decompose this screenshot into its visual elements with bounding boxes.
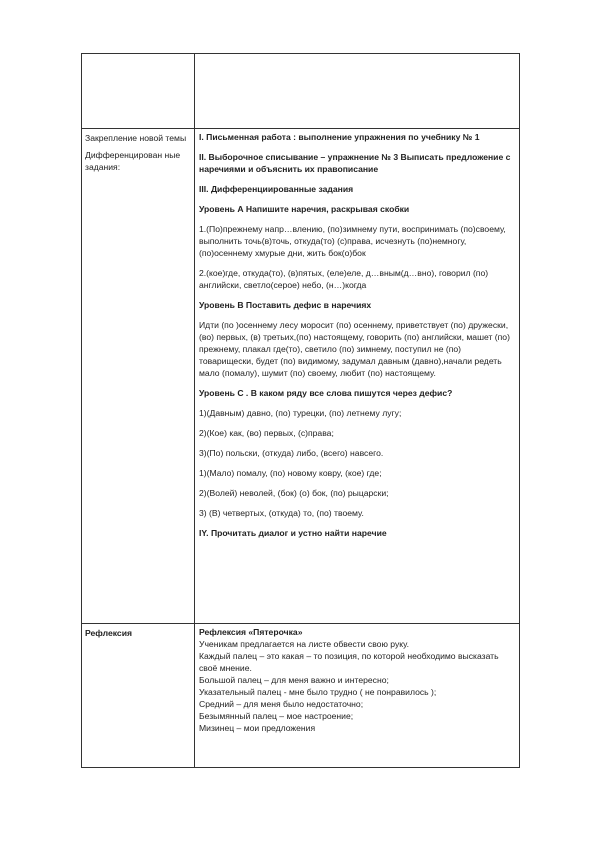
table-row bbox=[82, 624, 520, 768]
task-heading: Уровень С . В каком ряду все слова пишутся через дефис? bbox=[199, 388, 453, 398]
reflection-lines bbox=[199, 638, 516, 734]
tasks-cell bbox=[195, 129, 520, 624]
section-label-cell bbox=[82, 624, 195, 768]
section-label: Рефлексия bbox=[85, 628, 132, 638]
empty-cell bbox=[195, 54, 520, 129]
reflection-line: Ученикам предлагается на листе обвести свою руку. bbox=[199, 639, 409, 649]
reflection-line: Указательный палец - мне было трудно ( не понравилось ); bbox=[199, 687, 437, 697]
reflection-line: Мизинец – мои предложения bbox=[199, 723, 316, 733]
task-text: 2)(Волей) неволей, (бок) (о) бок, (по) рыцарски; bbox=[199, 488, 389, 498]
task-heading: Уровень В Поставить дефис в наречиях bbox=[199, 300, 372, 310]
task-text: 1)(Мало) помалу, (по) новому ковру, (кое) где; bbox=[199, 468, 382, 478]
reflection-cell bbox=[195, 624, 520, 768]
task-heading: I. Письменная работа : выполнение упражнения по учебнику № 1 bbox=[199, 132, 480, 142]
empty-cell bbox=[82, 54, 195, 129]
section-label: Закрепление новой темы bbox=[85, 133, 187, 143]
task-text: 2.(кое)где, откуда(то), (в)пятых, (еле)еле, д…вным(д…вно), говорил (по) английски, светло(серое) небо, (н…)когда bbox=[199, 268, 489, 290]
lesson-table bbox=[81, 53, 520, 768]
task-text: 1)(Давным) давно, (по) турецки, (по) летнему лугу; bbox=[199, 408, 402, 418]
section-label: Дифференцирован ные задания: bbox=[85, 150, 181, 172]
task-text: 3) (В) четвертых, (откуда) то, (по) твоему. bbox=[199, 508, 364, 518]
table-row bbox=[82, 129, 520, 624]
reflection-line: Большой палец – для меня важно и интересно; bbox=[199, 675, 389, 685]
task-text: 3)(По) польски, (откуда) либо, (всего) навсего. bbox=[199, 448, 384, 458]
reflection-line: Средний – для меня было недостаточно; bbox=[199, 699, 364, 709]
reflection-line: Безымянный палец – мое настроение; bbox=[199, 711, 354, 721]
section-label-cell bbox=[82, 129, 195, 624]
reflection-title: Рефлексия «Пятерочка» bbox=[199, 627, 303, 637]
task-heading: II. Выборочное списывание – упражнение № 3 Выписать предложение с наречиями и объяснить их правописание bbox=[199, 152, 511, 174]
task-heading: Уровень А Напишите наречия, раскрывая скобки bbox=[199, 204, 410, 214]
task-heading: IY. Прочитать диалог и устно найти наречие bbox=[199, 528, 387, 538]
task-text: 2)(Кое) как, (во) первых, (с)права; bbox=[199, 428, 334, 438]
task-heading: III. Дифференциированные задания bbox=[199, 184, 354, 194]
reflection-line: Каждый палец – это какая – то позиция, по которой необходимо высказать своё мнение. bbox=[199, 651, 499, 673]
task-text: 1.(По)прежнему напр…влению, (по)зимнему пути, воспринимать (по)своему, выполнить точь(в)точь, откуда(то) (с)права, исчезнуть (по)немногу, (по)осеннему хмурые дни, жить бок(о)бок bbox=[199, 224, 506, 258]
task-text: Идти (по )осеннему лесу моросит (по) осеннему, приветствует (по) дружески, (во) первых, (в) третьих,(по) настоящему, говорить (по) английски, машет (по) прежнему, плакал где(то), светило (по) зимнему, поступил не (по) товарищески, будет (по) видимому, задумал давным (давно),начали редеть мало (помалу), шумит (по) своему, любит (по) настоящему. bbox=[199, 320, 510, 378]
table-row bbox=[82, 54, 520, 129]
